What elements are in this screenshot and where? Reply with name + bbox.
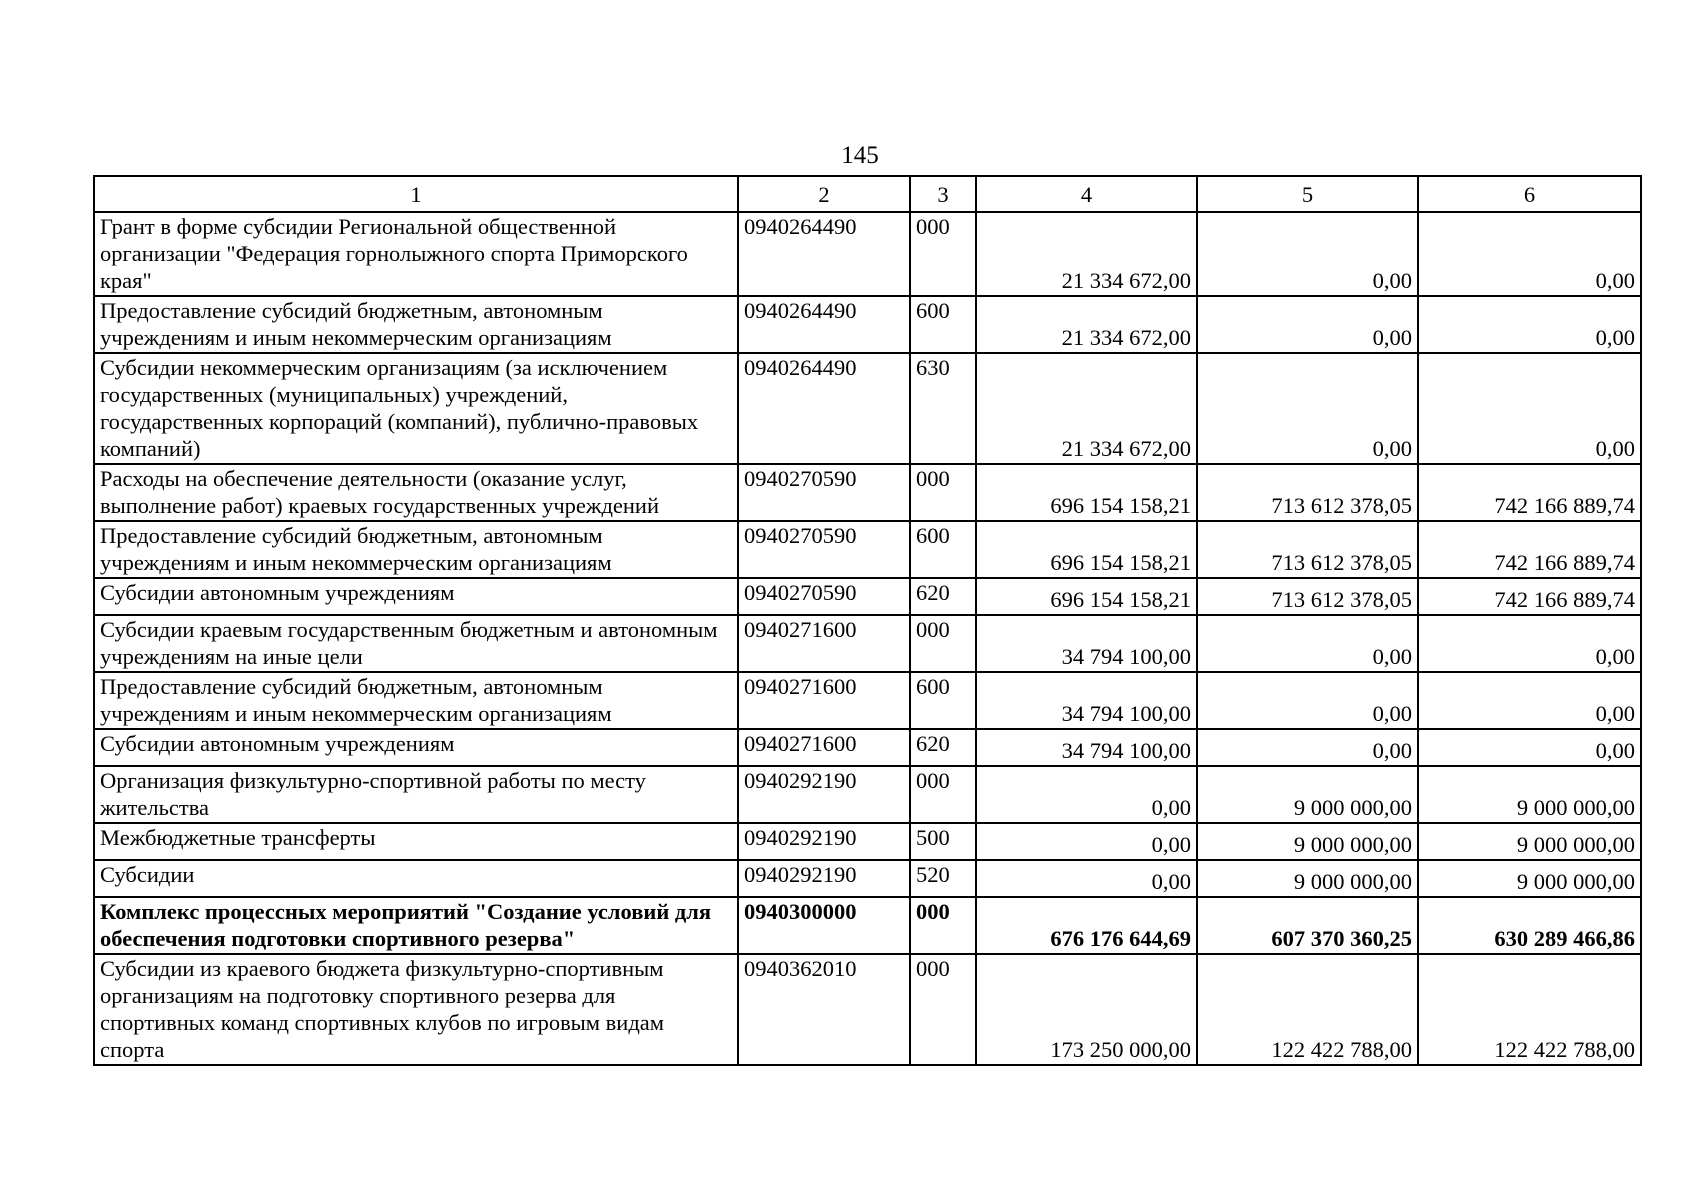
table-row [94,521,1641,578]
table-row [94,954,1641,1065]
row-expense-type-cell: 500 [910,823,976,860]
row-amount-col5-cell: 9 000 000,00 [1197,766,1418,823]
row-amount-col5-cell: 0,00 [1197,212,1418,296]
row-expense-type-cell: 620 [910,729,976,766]
row-code-cell: 0940270590 [738,578,910,615]
row-code-cell: 0940264490 [738,296,910,353]
row-amount-col4-cell: 173 250 000,00 [976,954,1197,1065]
row-amount-col4-cell: 21 334 672,00 [976,212,1197,296]
row-amount-col4-cell: 696 154 158,21 [976,521,1197,578]
row-amount-col6-cell: 9 000 000,00 [1418,860,1641,897]
table-row [94,296,1641,353]
row-name-cell: Расходы на обеспечение деятельности (оказание услуг, выполнение работ) краевых государственных учреждений [94,464,738,521]
row-expense-type-cell: 520 [910,860,976,897]
budget-table [93,175,1642,1066]
row-amount-col6-cell: 0,00 [1418,729,1641,766]
table-row [94,860,1641,897]
row-expense-type-cell: 600 [910,296,976,353]
table-row [94,897,1641,954]
row-name-cell: Комплекс процессных мероприятий "Создание условий для обеспечения подготовки спортивного резерва" [94,897,738,954]
row-expense-type-cell: 000 [910,212,976,296]
row-name-cell: Субсидии некоммерческим организациям (за исключением государственных (муниципальных) учреждений, государственных корпораций (компаний), публично-правовых компаний) [94,353,738,464]
table-row [94,212,1641,296]
column-header-3: 3 [910,176,976,212]
row-amount-col4-cell: 696 154 158,21 [976,578,1197,615]
table-header-row [94,176,1641,212]
row-expense-type-cell: 630 [910,353,976,464]
row-expense-type-cell: 000 [910,615,976,672]
row-amount-col5-cell: 122 422 788,00 [1197,954,1418,1065]
row-name-cell: Предоставление субсидий бюджетным, автономным учреждениям и иным некоммерческим организациям [94,672,738,729]
table-row [94,615,1641,672]
row-amount-col5-cell: 0,00 [1197,729,1418,766]
row-code-cell: 0940292190 [738,766,910,823]
row-name-cell: Субсидии краевым государственным бюджетным и автономным учреждениям на иные цели [94,615,738,672]
row-amount-col6-cell: 0,00 [1418,296,1641,353]
row-amount-col4-cell: 34 794 100,00 [976,615,1197,672]
row-name-cell: Субсидии [94,860,738,897]
row-code-cell: 0940270590 [738,464,910,521]
row-amount-col4-cell: 21 334 672,00 [976,296,1197,353]
table-row [94,672,1641,729]
row-code-cell: 0940271600 [738,729,910,766]
row-name-cell: Организация физкультурно-спортивной работы по месту жительства [94,766,738,823]
row-amount-col5-cell: 713 612 378,05 [1197,578,1418,615]
row-amount-col5-cell: 0,00 [1197,353,1418,464]
row-expense-type-cell: 000 [910,766,976,823]
row-name-cell: Субсидии автономным учреждениям [94,578,738,615]
row-amount-col6-cell: 0,00 [1418,615,1641,672]
row-amount-col6-cell: 9 000 000,00 [1418,766,1641,823]
row-code-cell: 0940292190 [738,823,910,860]
row-amount-col5-cell: 713 612 378,05 [1197,521,1418,578]
row-expense-type-cell: 620 [910,578,976,615]
row-expense-type-cell: 600 [910,521,976,578]
row-amount-col4-cell: 34 794 100,00 [976,729,1197,766]
row-amount-col5-cell: 0,00 [1197,672,1418,729]
row-amount-col6-cell: 0,00 [1418,353,1641,464]
column-header-6: 6 [1418,176,1641,212]
table-row [94,578,1641,615]
page-number: 145 [841,142,879,169]
row-amount-col5-cell: 9 000 000,00 [1197,823,1418,860]
row-code-cell: 0940264490 [738,353,910,464]
row-amount-col5-cell: 9 000 000,00 [1197,860,1418,897]
row-name-cell: Грант в форме субсидии Региональной общественной организации "Федерация горнолыжного спорта Приморского края" [94,212,738,296]
row-name-cell: Предоставление субсидий бюджетным, автономным учреждениям и иным некоммерческим организациям [94,521,738,578]
row-expense-type-cell: 000 [910,464,976,521]
row-code-cell: 0940292190 [738,860,910,897]
row-amount-col6-cell: 630 289 466,86 [1418,897,1641,954]
row-name-cell: Субсидии автономным учреждениям [94,729,738,766]
row-amount-col4-cell: 676 176 644,69 [976,897,1197,954]
table-row [94,464,1641,521]
row-amount-col4-cell: 21 334 672,00 [976,353,1197,464]
row-amount-col5-cell: 0,00 [1197,615,1418,672]
row-expense-type-cell: 000 [910,897,976,954]
column-header-4: 4 [976,176,1197,212]
table-row [94,823,1641,860]
table-row [94,353,1641,464]
row-name-cell: Межбюджетные трансферты [94,823,738,860]
row-amount-col4-cell: 0,00 [976,766,1197,823]
row-amount-col6-cell: 9 000 000,00 [1418,823,1641,860]
row-amount-col5-cell: 607 370 360,25 [1197,897,1418,954]
column-header-2: 2 [738,176,910,212]
table-row [94,729,1641,766]
table-body [94,212,1641,1065]
row-amount-col6-cell: 0,00 [1418,212,1641,296]
row-code-cell: 0940264490 [738,212,910,296]
row-amount-col6-cell: 122 422 788,00 [1418,954,1641,1065]
row-code-cell: 0940271600 [738,615,910,672]
row-name-cell: Субсидии из краевого бюджета физкультурно-спортивным организациям на подготовку спортивного резерва для спортивных команд спортивных клубов по игровым видам спорта [94,954,738,1065]
row-code-cell: 0940300000 [738,897,910,954]
row-amount-col6-cell: 742 166 889,74 [1418,521,1641,578]
column-header-1: 1 [94,176,738,212]
row-expense-type-cell: 000 [910,954,976,1065]
row-amount-col6-cell: 0,00 [1418,672,1641,729]
row-amount-col6-cell: 742 166 889,74 [1418,464,1641,521]
row-amount-col4-cell: 34 794 100,00 [976,672,1197,729]
column-header-5: 5 [1197,176,1418,212]
table-row [94,766,1641,823]
row-code-cell: 0940271600 [738,672,910,729]
row-amount-col4-cell: 0,00 [976,823,1197,860]
row-code-cell: 0940270590 [738,521,910,578]
row-amount-col5-cell: 0,00 [1197,296,1418,353]
row-code-cell: 0940362010 [738,954,910,1065]
row-name-cell: Предоставление субсидий бюджетным, автономным учреждениям и иным некоммерческим организациям [94,296,738,353]
row-amount-col6-cell: 742 166 889,74 [1418,578,1641,615]
row-amount-col5-cell: 713 612 378,05 [1197,464,1418,521]
row-expense-type-cell: 600 [910,672,976,729]
row-amount-col4-cell: 696 154 158,21 [976,464,1197,521]
row-amount-col4-cell: 0,00 [976,860,1197,897]
